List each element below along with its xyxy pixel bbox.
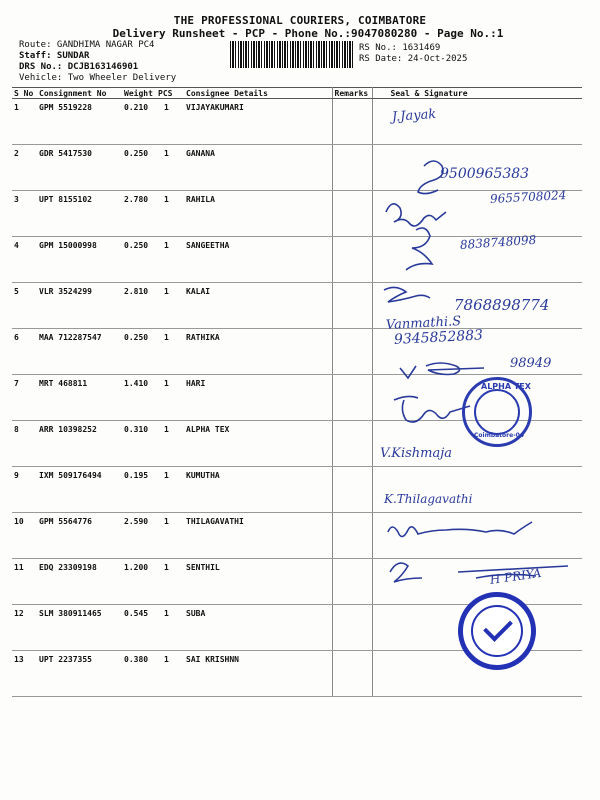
row-pcs: 1 — [156, 559, 184, 605]
row-sno: 12 — [12, 605, 37, 651]
row-consignee: SUBA — [184, 605, 332, 651]
header-pcs: PCS — [156, 88, 184, 99]
row-consignment: MAA 712287547 — [37, 329, 122, 375]
header-seal: Seal & Signature — [372, 88, 582, 99]
row-sno: 9 — [12, 467, 37, 513]
row-weight: 0.250 — [122, 145, 156, 191]
row-sno: 6 — [12, 329, 37, 375]
row-sno: 4 — [12, 237, 37, 283]
row-sno: 5 — [12, 283, 37, 329]
scribble-sig12 — [390, 563, 568, 582]
row-pcs: 1 — [156, 651, 184, 697]
row-remarks — [332, 191, 372, 237]
row-sno: 3 — [12, 191, 37, 237]
row-weight: 2.780 — [122, 191, 156, 237]
row-weight: 2.590 — [122, 513, 156, 559]
row-consignment: MRT 468811 — [37, 375, 122, 421]
row-consignment: EDQ 23309198 — [37, 559, 122, 605]
signature-4-phone: 8838748098 — [459, 232, 537, 252]
row-sno: 1 — [12, 99, 37, 145]
row-remarks — [332, 145, 372, 191]
textile-services-stamp — [458, 592, 536, 670]
alpha-tex-stamp-inner-ring — [474, 389, 520, 435]
header-consignment: Consignment No — [37, 88, 122, 99]
row-pcs: 1 — [156, 375, 184, 421]
row-sno: 10 — [12, 513, 37, 559]
row-sno: 7 — [12, 375, 37, 421]
row-pcs: 1 — [156, 99, 184, 145]
row-consignment: SLM 380911465 — [37, 605, 122, 651]
header-sno: S No — [12, 88, 37, 99]
row-consignee: THILAGAVATHI — [184, 513, 332, 559]
row-remarks — [332, 467, 372, 513]
row-consignee: GANANA — [184, 145, 332, 191]
row-remarks — [332, 237, 372, 283]
signature-5-phone: 7868898774 — [454, 296, 550, 314]
row-pcs: 1 — [156, 237, 184, 283]
header-weight: Weight — [122, 88, 156, 99]
row-remarks — [332, 651, 372, 697]
route-label: Route: GANDHIMA NAGAR PC4 — [19, 40, 155, 50]
signature-10: K.Thilagavathi — [384, 492, 473, 506]
row-consignment: UPT 8155102 — [37, 191, 122, 237]
row-pcs: 1 — [156, 283, 184, 329]
scribble-sig7 — [400, 363, 484, 378]
row-consignee: RAHILA — [184, 191, 332, 237]
row-remarks — [332, 329, 372, 375]
row-consignment: UPT 2237355 — [37, 651, 122, 697]
row-remarks — [332, 421, 372, 467]
row-weight: 0.250 — [122, 329, 156, 375]
row-consignee: KUMUTHA — [184, 467, 332, 513]
row-consignee: HARI — [184, 375, 332, 421]
signature-7-phone: 98949 — [510, 356, 552, 371]
row-consignee: SAI KRISHNN — [184, 651, 332, 697]
row-consignee: KALAI — [184, 283, 332, 329]
table-header-row — [12, 88, 582, 99]
scribble-sig5 — [384, 287, 430, 302]
scribble-sig3 — [386, 204, 446, 226]
row-sno: 8 — [12, 421, 37, 467]
row-weight: 0.210 — [122, 99, 156, 145]
signature-6-phone: 9345852883 — [393, 327, 484, 348]
row-consignment: ARR 10398252 — [37, 421, 122, 467]
row-weight: 0.380 — [122, 651, 156, 697]
runsheet-title: Delivery Runsheet - PCP - Phone No.:9047080280 - Page No.:1 — [112, 27, 504, 40]
row-consignment: GDR 5417530 — [37, 145, 122, 191]
drs-number: DRS No.: DCJB163146901 — [19, 62, 139, 72]
row-sno: 2 — [12, 145, 37, 191]
row-weight: 2.810 — [122, 283, 156, 329]
alpha-tex-stamp — [462, 377, 532, 447]
row-consignment: VLR 3524299 — [37, 283, 122, 329]
table-row — [12, 99, 582, 145]
signature-9: V.Kishmaja — [380, 446, 453, 461]
row-consignment: GPM 5564776 — [37, 513, 122, 559]
header-consignee: Consignee Details — [184, 88, 332, 99]
header-remarks: Remarks — [332, 88, 372, 99]
row-sno: 13 — [12, 651, 37, 697]
row-pcs: 1 — [156, 145, 184, 191]
row-consignee: RATHIKA — [184, 329, 332, 375]
signature-12: H PRIYA — [489, 565, 543, 587]
rs-date: RS Date: 24-Oct-2025 — [359, 54, 468, 64]
scribble-sig11 — [388, 522, 532, 537]
scribble-sig4 — [406, 228, 432, 270]
row-remarks — [332, 99, 372, 145]
staff-label: Staff: SUNDAR — [19, 51, 90, 61]
vehicle-label: Vehicle: Two Wheeler Delivery — [19, 73, 177, 83]
row-pcs: 1 — [156, 421, 184, 467]
alpha-tex-stamp-bottom-text: Coimbatore-04 — [474, 432, 525, 439]
row-remarks — [332, 513, 372, 559]
signature-3-phone: 9655708024 — [489, 188, 567, 206]
row-consignee: SANGEETHA — [184, 237, 332, 283]
row-consignee: SENTHIL — [184, 559, 332, 605]
row-consignment: GPM 5519228 — [37, 99, 122, 145]
row-remarks — [332, 283, 372, 329]
row-consignment: GPM 15000998 — [37, 237, 122, 283]
row-sno: 11 — [12, 559, 37, 605]
rs-number: RS No.: 1631469 — [359, 43, 441, 53]
signature-2-phone: 9500965383 — [440, 166, 530, 182]
row-weight: 0.545 — [122, 605, 156, 651]
row-pcs: 1 — [156, 513, 184, 559]
row-weight: 1.410 — [122, 375, 156, 421]
row-consignment: IXM 509176494 — [37, 467, 122, 513]
row-pcs: 1 — [156, 329, 184, 375]
row-weight: 0.195 — [122, 467, 156, 513]
barcode — [230, 41, 354, 68]
row-weight: 0.250 — [122, 237, 156, 283]
row-remarks — [332, 605, 372, 651]
row-consignee: VIJAYAKUMARI — [184, 99, 332, 145]
company-title: THE PROFESSIONAL COURIERS, COIMBATORE — [173, 14, 427, 27]
scribble-sig2 — [418, 161, 443, 194]
row-consignee: ALPHA TEX — [184, 421, 332, 467]
alpha-tex-stamp-top-text: ALPHA TEX — [481, 382, 531, 391]
signature-6-name: Vanmathi.S — [385, 314, 462, 333]
row-weight: 1.200 — [122, 559, 156, 605]
row-remarks — [332, 559, 372, 605]
signature-1: J.Jayak — [391, 106, 437, 125]
scribble-sig8 — [394, 396, 470, 422]
row-weight: 0.310 — [122, 421, 156, 467]
row-pcs: 1 — [156, 467, 184, 513]
row-remarks — [332, 375, 372, 421]
row-pcs: 1 — [156, 191, 184, 237]
row-pcs: 1 — [156, 605, 184, 651]
